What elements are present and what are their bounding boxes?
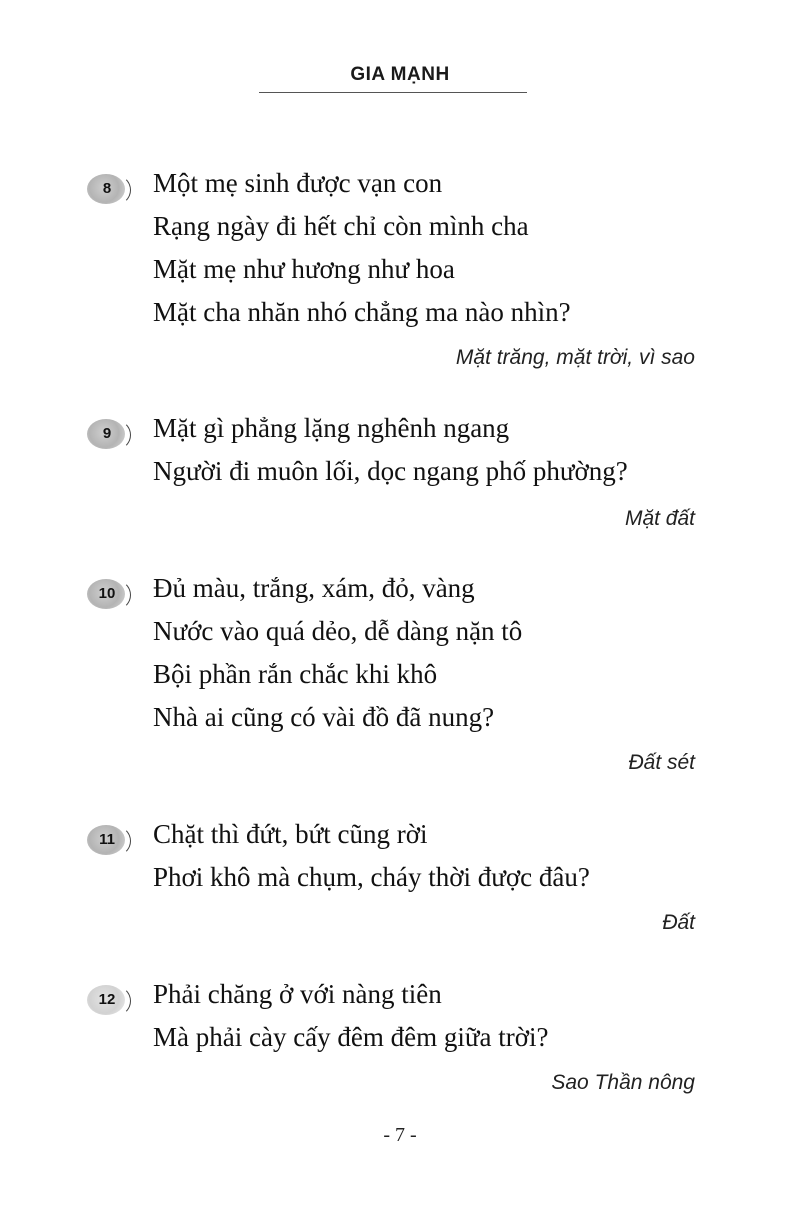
riddle-number-badge: [87, 825, 129, 855]
riddle-number: 9: [102, 425, 112, 442]
riddle-number: 8: [102, 180, 112, 197]
riddle-number-badge: [87, 419, 129, 449]
verse-line: Mặt cha nhăn nhó chẳng ma nào nhìn?: [153, 297, 571, 327]
riddle-verse: [153, 813, 753, 899]
verse-line: Phơi khô mà chụm, cháy thời được đâu?: [153, 862, 590, 892]
verse-line: Bội phần rắn chắc khi khô: [153, 659, 438, 689]
riddle-verse: [153, 407, 753, 493]
verse-line: Người đi muôn lối, dọc ngang phố phường?: [153, 456, 628, 486]
verse-line: Mà phải cày cấy đêm đêm giữa trời?: [153, 1022, 549, 1052]
riddle-number-badge: [87, 579, 129, 609]
riddle-verse: [153, 973, 753, 1059]
riddle-answer: Đất sét: [628, 751, 695, 774]
verse-line: Mặt mẹ như hương như hoa: [153, 254, 455, 284]
verse-line: Mặt gì phẳng lặng nghênh ngang: [153, 413, 510, 443]
riddle-answer: Mặt trăng, mặt trời, vì sao: [455, 346, 695, 369]
verse-line: Đủ màu, trắng, xám, đỏ, vàng: [153, 573, 475, 603]
riddle-verse: [153, 567, 753, 739]
page-header: [0, 62, 800, 88]
riddle-answer: Mặt đất: [624, 507, 695, 530]
riddle-number: 12: [98, 991, 116, 1008]
riddle-number: 11: [99, 831, 115, 848]
header-divider: [259, 92, 527, 93]
riddle-verse: [153, 162, 753, 334]
page-number: - 7 -: [383, 1124, 417, 1146]
riddle-answer: Sao Thần nông: [551, 1071, 695, 1094]
riddle-number-badge: [87, 174, 129, 204]
verse-line: Rạng ngày đi hết chỉ còn mình cha: [153, 211, 529, 241]
riddle-answer: Đất: [662, 911, 695, 934]
verse-line: Chặt thì đứt, bứt cũng rời: [153, 819, 428, 849]
riddle-number: 10: [98, 585, 116, 602]
verse-line: Nước vào quá dẻo, dễ dàng nặn tô: [153, 616, 523, 646]
verse-line: Phải chăng ở với nàng tiên: [153, 979, 442, 1009]
verse-line: Một mẹ sinh được vạn con: [153, 168, 443, 198]
running-title: GIA MẠNH: [350, 64, 450, 85]
verse-line: Nhà ai cũng có vài đồ đã nung?: [153, 702, 495, 732]
riddle-number-badge: [87, 985, 129, 1015]
